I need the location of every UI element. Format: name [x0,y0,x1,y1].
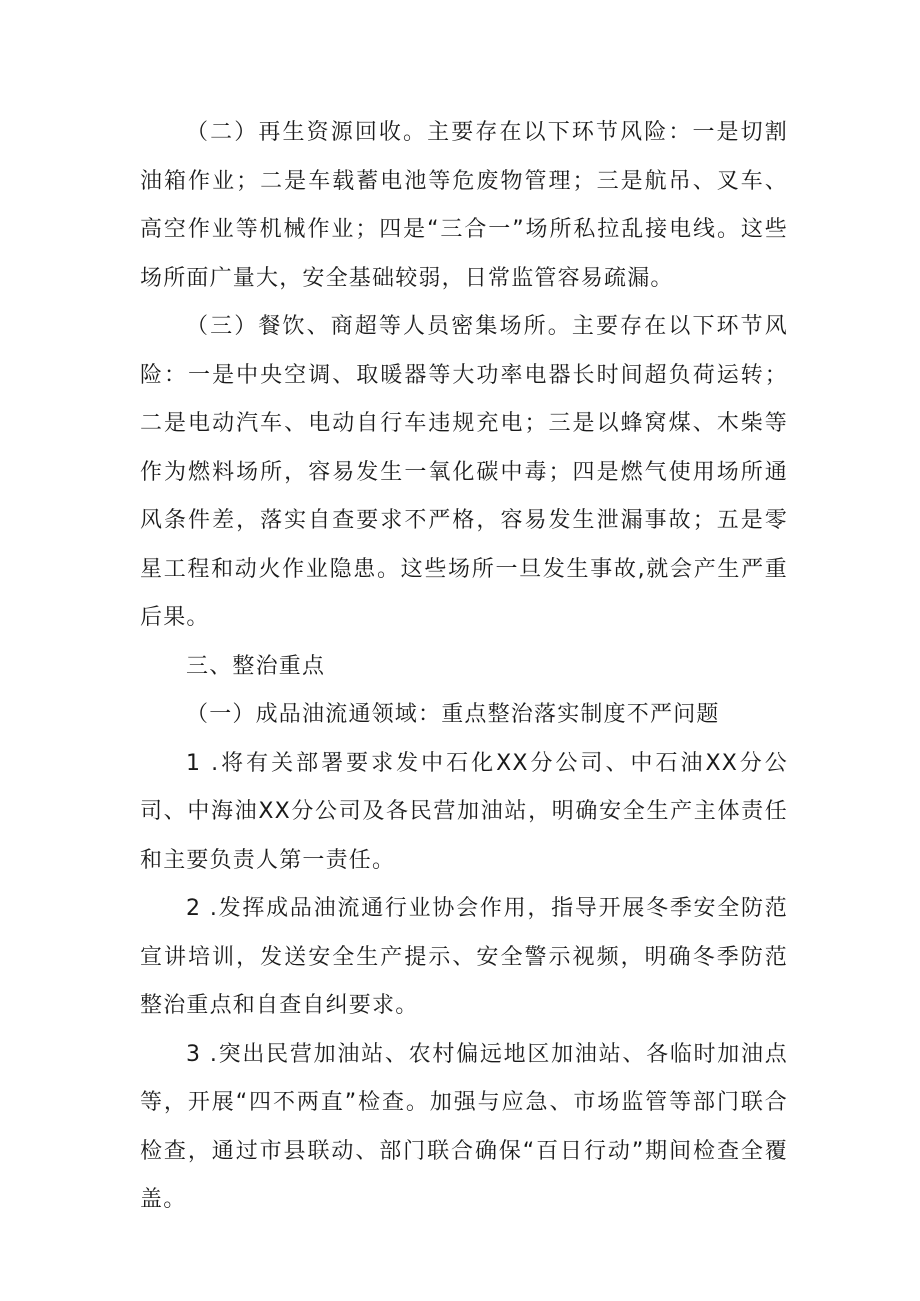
subheading-refined-oil: （一）成品油流通领域：重点整治落实制度不严问题 [186,702,720,727]
document-body [140,109,788,1225]
list-item-3: 3 .突出民营加油站、农村偏远地区加油站、各临时加油点等，开展“四不两直”检查。加强与应急、市场监管等部门联合检查，通过市县联动、部门联合确保“百日行动”期间检查全覆盖。 [140,1041,788,1212]
list-item-1: 1 .将有关部署要求发中石化XX分公司、中石油XX分公司、中海油XX分公司及各民营加油站，明确安全生产主体责任和主要负责人第一责任。 [140,750,788,873]
list-item-2: 2 .发挥成品油流通行业协会作用，指导开展冬季安全防范宣讲培训，发送安全生产提示、安全警示视频，明确冬季防范整治重点和自查自纠要求。 [140,896,788,1018]
paragraph-dining-retail: （三）餐饮、商超等人员密集场所。主要存在以下环节风险：一是中央空调、取暖器等大功率电器长时间超负荷运转；二是电动汽车、电动自行车违规充电；三是以蜂窝煤、木柴等作为燃料场所，容易发生一氧化碳中毒；四是燃气使用场所通风条件差，落实自查要求不严格，容易发生泄漏事故；五是零星工程和动火作业隐患。这些场所一旦发生事故,就会产生严重后果。 [140,314,788,630]
paragraph-recycling: （二）再生资源回收。主要存在以下环节风险：一是切割油箱作业；二是车载蓄电池等危废物管理；三是航吊、叉车、高空作业等机械作业；四是“三合一”场所私拉乱接电线。这些场所面广量大，安全基础较弱，日常监管容易疏漏。 [140,120,788,291]
section-heading-rectification-focus: 三、整治重点 [186,653,326,679]
